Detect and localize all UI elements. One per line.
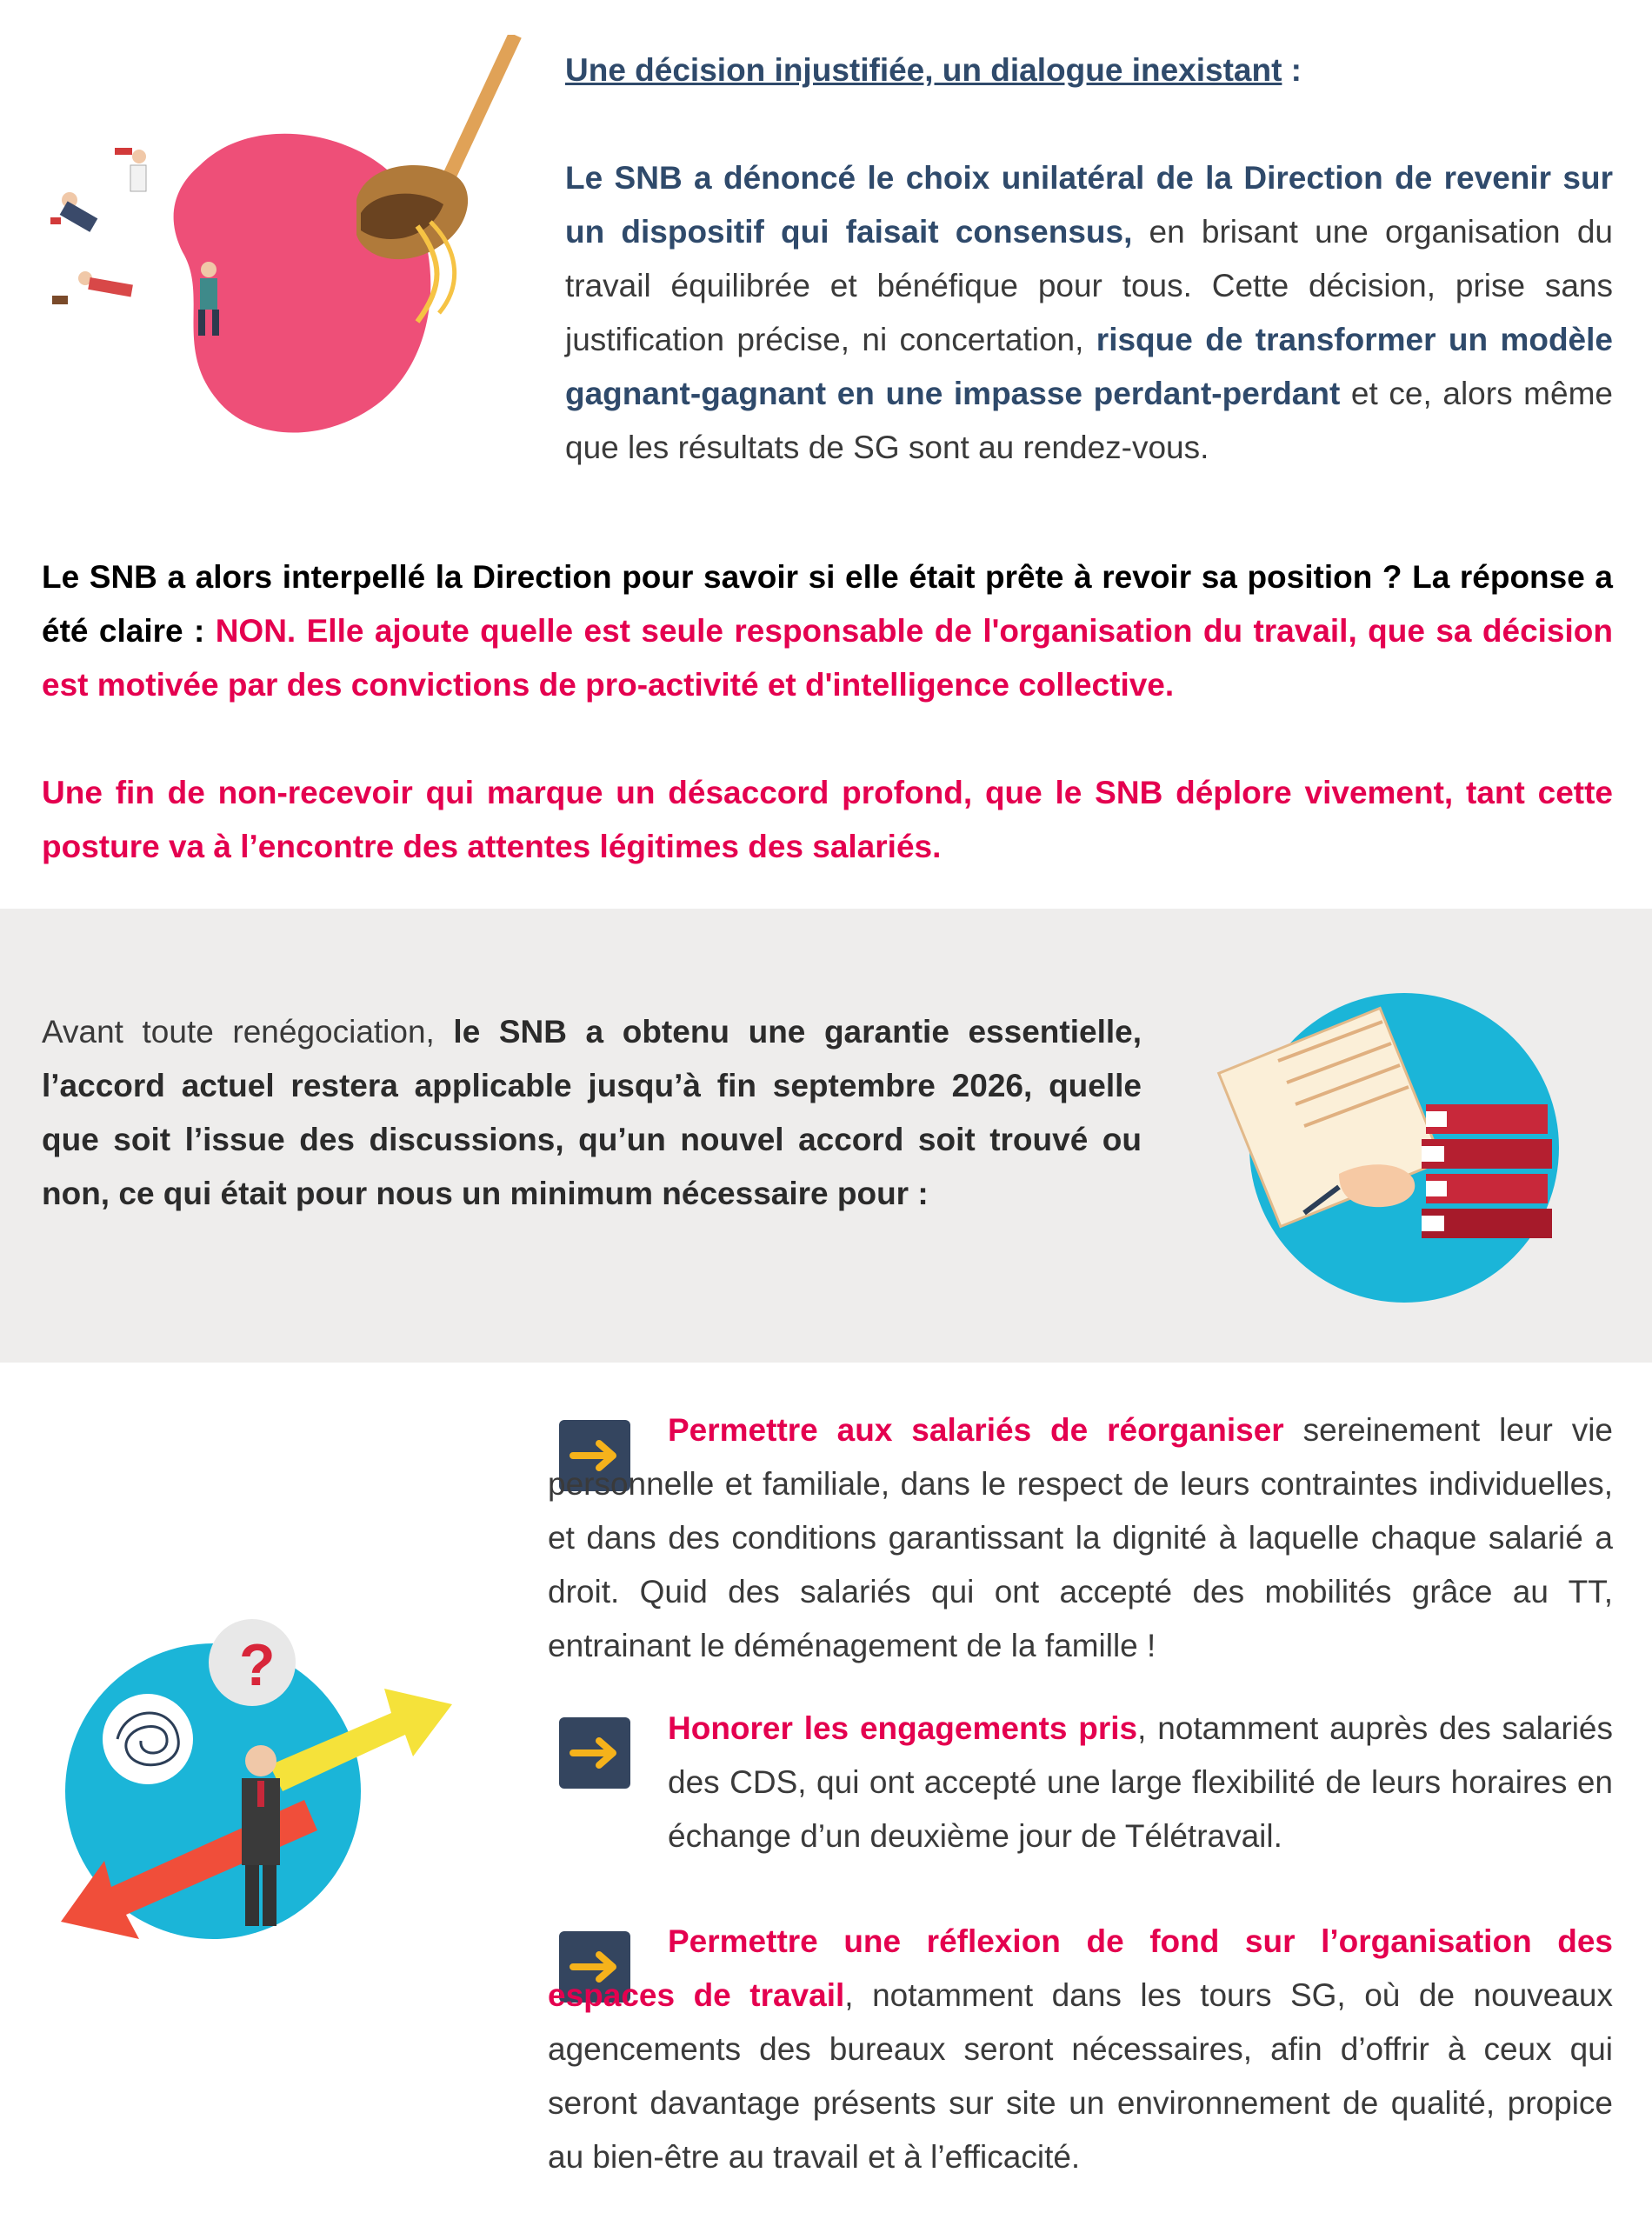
bullet2-bold: Honorer les engagements pris xyxy=(668,1710,1138,1746)
section1-paragraph xyxy=(565,151,1613,475)
svg-text:?: ? xyxy=(239,1632,276,1698)
section3-bold: le SNB a obtenu une garantie essentielle, l’accord actuel restera applicable jusqu’à fin septembre 2026, quelle que soit l’issue des discussions, qu’un nouvel accord soit trouvé ou non, ce qui était pour nous un minimum nécessaire pour : xyxy=(42,1014,1142,1211)
bullet3-bold: Permettre une réflexion de fond sur l’organisation des espaces de travail xyxy=(548,1923,1613,2013)
section1-heading: Une décision injustifiée, un dialogue inexistant xyxy=(565,52,1282,88)
section2-paragraph1 xyxy=(42,550,1613,712)
bullet2-arrow-icon xyxy=(559,1717,630,1789)
section1-bold1: Le SNB a dénoncé le choix unilatéral de la Direction de revenir sur un dispositif qui faisait consensus, xyxy=(565,160,1613,250)
section1-heading-colon: : xyxy=(1282,52,1302,88)
section2-black-text: Le SNB a alors interpellé la Direction pour savoir si elle était prête à revoir sa position ? La réponse a été claire : xyxy=(42,559,1613,649)
bullet1-paragraph xyxy=(548,1403,1613,1673)
bullet3-paragraph xyxy=(548,1915,1613,2184)
broom-illustration xyxy=(35,35,522,470)
section3-paragraph xyxy=(42,1005,1142,1221)
section1-text2: et ce, alors même que les résultats de SG sont au rendez-vous. xyxy=(565,376,1613,465)
books-document-illustration xyxy=(1209,974,1582,1304)
section1-text1: en brisant une organisation du travail équilibrée et bénéfique pour tous. Cette décision, prise sans justification précise, ni concertation, xyxy=(565,214,1613,357)
section2-paragraph2 xyxy=(42,766,1613,874)
section2-pink-text: NON. Elle ajoute quelle est seule responsable de l'organisation du travail, que sa décision est motivée par des convictions de pro-activité et d'intelligence collective. xyxy=(42,613,1613,703)
section1-bold2: risque de transformer un modèle gagnant-gagnant en une impasse perdant-perdant xyxy=(565,322,1613,411)
bullet1-bold: Permettre aux salariés de réorganiser xyxy=(668,1412,1284,1448)
bullet2-text: , notamment auprès des salariés des CDS, qui ont accepté une large flexibilité de leurs horaires en échange d’un deuxième jour de Télétravail. xyxy=(668,1710,1613,1854)
decision-arrows-illustration xyxy=(43,1609,461,1965)
section2-pink-paragraph: Une fin de non-recevoir qui marque un désaccord profond, que le SNB déplore vivement, tant cette posture va à l’encontre des attentes légitimes des salariés. xyxy=(42,775,1613,864)
bullet1-text: sereinement leur vie personnelle et familiale, dans le respect de leurs contraintes individuelles, et dans des conditions garantissant la dignité à laquelle chaque salarié a droit. Quid des salariés qui ont accepté des mobilités grâce au TT, entrainant le déménagement de la famille ! xyxy=(548,1412,1613,1663)
section1-heading-line xyxy=(565,43,1613,97)
bullet2-paragraph xyxy=(668,1702,1613,1863)
section3-text: Avant toute renégociation, xyxy=(42,1014,454,1050)
bullet3-text: , notamment dans les tours SG, où de nouveaux agencements des bureaux seront nécessaires, afin d’offrir à ceux qui seront davantage présents sur site un environnement de qualité, propice au bien-être au travail et à l’efficacité. xyxy=(548,1977,1613,2175)
